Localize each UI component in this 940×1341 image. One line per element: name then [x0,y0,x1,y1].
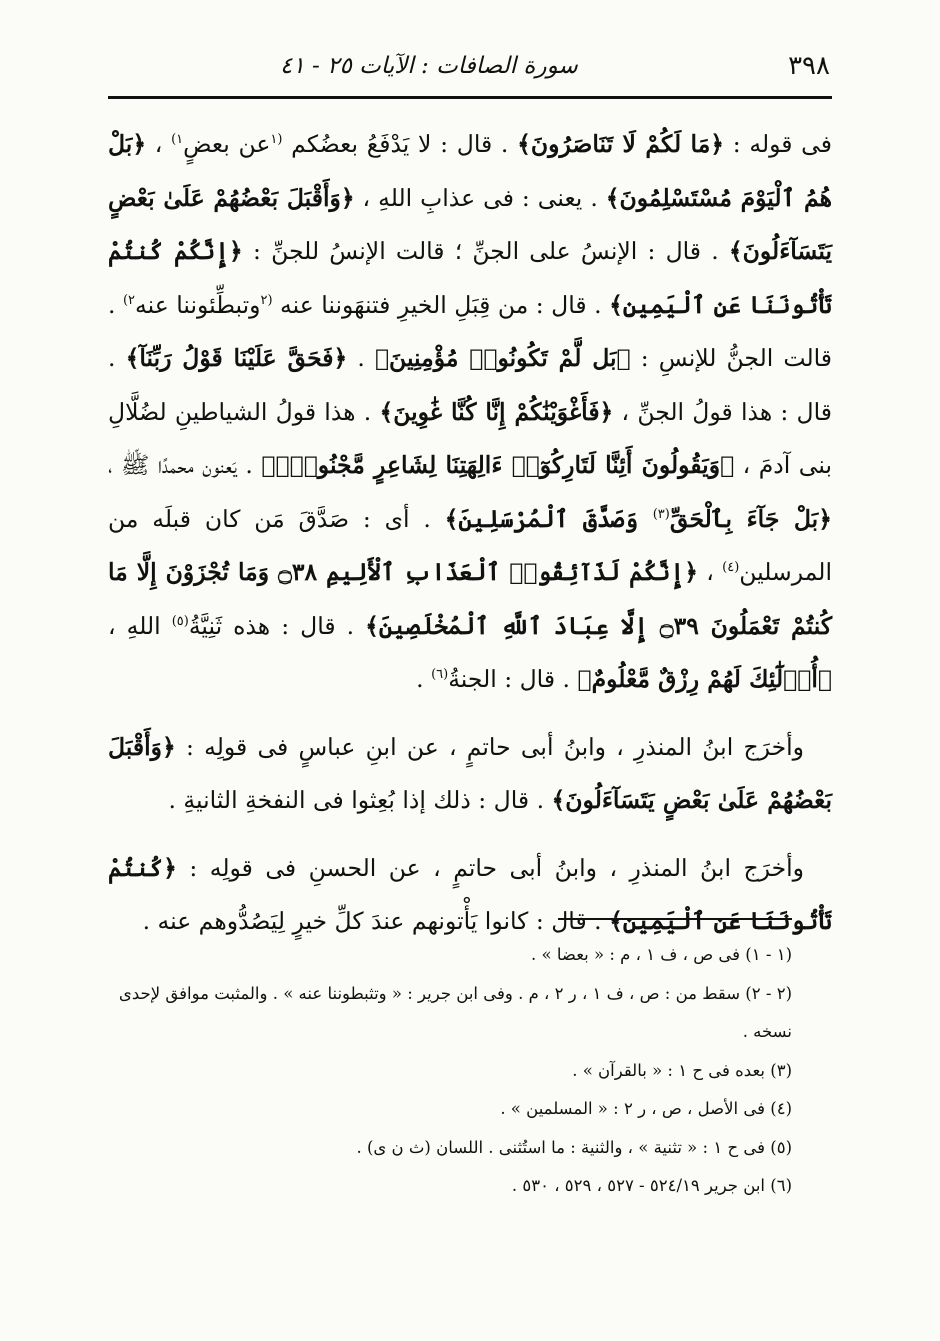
body-text: وأخرَج ابنُ المنذرِ ، وابنُ أبى حاتمٍ ، عن الحسنِ فى قولِه : [176,853,804,882]
body-text: . [347,344,375,372]
footnote-marker: ١) [171,132,184,148]
body-text: . قال : كانوا يَأْتونهم عندَ كلِّ خيرٍ لِيَصُدُّوهم عنه . [142,907,610,935]
running-header [110,42,830,90]
quran-quote: ﴿إِنَّكُمْ لَذَآئِقُوا۟ ٱلْعَذَابِ ٱلْأَلِيمِ ۝٣٨ وَمَا تُجْزَوْنَ إِلَّا مَا كُنتُمْ تَعْمَلُونَ ۝٣٩ إِلَّا عِبَادَ ٱللَّهِ ٱلْمُخْلَصِينَ﴾ [108,558,833,640]
footnotes [108,936,792,1206]
quran-quote: ﴿بَل لَّمْ تَكُونُوا۟ مُؤْمِنِينَ﴾ [374,344,631,372]
footnote: (٥) فى ح ١ : « تثنية » ، والثنية : ما استُثنى . اللسان (ث ن ى) . [356,1137,792,1157]
footnote: (٣) بعده فى ح ١ : « بالقرآن » . [572,1060,792,1080]
paragraph [108,118,832,707]
footnote: (٢ - ٢) سقط من : ص ، ف ١ ، ر ٢ ، م . وفى ابن جرير : « وتثبطوننا عنه » . والمثبت موافق لإحدى نسخه . [118,983,792,1041]
footnote: (٤) فى الأصل ، ص ، ر ٢ : « المسلمين » . [500,1099,792,1118]
quran-quote: ﴿مَا لَكُمْ لَا تَنَاصَرُونَ﴾ [517,130,725,158]
quran-quote: ﴿بَلْ جَآءَ بِٱلْحَقِّ [669,504,832,533]
body-text: . [416,665,432,693]
quran-quote: ﴿وَأَقْبَلَ بَعْضُهُمْ عَلَىٰ بَعْضٍ يَتَسَآءَلُونَ﴾ [108,183,833,265]
footnote: (١ - ١) فى ص ، ف ١ ، م : « بعضا » . [531,945,792,964]
footnote-marker: (٣) [652,506,670,522]
quran-quote: ﴿بَلْ هُمُ ٱلْيَوْمَ مُسْتَسْلِمُونَ﴾ [108,130,833,212]
body-text: . قال : هذه ثَنِيَّةُ [188,611,366,640]
body-text: عن بعضٍ [183,130,271,158]
body-text: . قال : الإنسُ على الجنِّ ؛ قالت الإنسُ للجنِّ : [242,237,729,265]
body-text: اللهِ ، [108,611,172,640]
footnote-marker: (٦) [431,667,449,683]
body-text: ، [146,130,172,158]
body-text: . قال : الجنةُ [448,665,578,693]
body-text: . قال : ذلك إذا بُعِثوا فى النفخةِ الثانيةِ . [168,786,552,814]
surah-heading: سورة الصافات : الآيات ٢٥ - ٤١ [280,53,578,79]
quran-quote: ﴿فَأَغْوَيْنَٰكُمْ إِنَّا كُنَّا غَٰوِينَ﴾ [379,397,614,426]
page-number: ٣٩٨ [788,51,830,81]
body-text: . هذا قولُ الشياطينِ لضُلَّالِ بنى آدمَ ، [108,397,833,479]
quran-quote: ﴿كُنتُمْ تَأْتُونَنَا عَنِ ٱلْيَمِينِ﴾ [108,853,832,935]
footnote-marker: (٢ [260,292,273,308]
paragraph [108,842,832,949]
quran-quote: ﴿وَيَقُولُونَ أَئِنَّا لَتَارِكُوٓا۟ ءَالِهَتِنَا لِشَاعِرٍ مَّجْنُونٍۭ﴾ [261,451,735,479]
body-text: . قالت الجنُّ للإنسِ : [108,290,833,372]
footnote-marker: (١ [270,132,283,148]
header-rule [108,96,832,99]
footnote-marker: (٤) [722,560,740,576]
quran-quote: ﴿إِنَّكُمْ كُنتُمْ تَأْتُونَنَا عَنِ ٱلْيَمِينِ﴾ [108,237,832,319]
body-text: . يَعنون محمدًا ﷺ ، [108,451,262,479]
body-text: فى قوله : [724,130,832,158]
body-text: . قال : لا يَدْفَعُ بعضُكم [282,130,518,158]
quran-quote: ﴿أُو۟لَٰٓئِكَ لَهُمْ رِزْقٌ مَّعْلُومٌ﴾ [577,665,832,693]
body-text: ، [697,558,723,586]
quran-quote: ﴿فَحَقَّ عَلَيْنَا قَوْلُ رَبِّنَآ﴾ [125,344,348,372]
body-text: وتبطِّئوننا عنه [135,290,261,319]
body-text: وأخرَج ابنُ المنذرِ ، وابنُ أبى حاتمٍ ، عن ابنِ عباسٍ فى قولِه : [175,732,804,761]
quran-quote: ﴿وَأَقْبَلَ بَعْضُهُمْ عَلَىٰ بَعْضٍ يَتَسَآءَلُونَ﴾ [108,732,832,814]
footnote-marker: (٥) [171,613,189,629]
body-text: . يعنى : فى عذابِ اللهِ ، [354,183,606,212]
main-text [108,118,832,949]
quran-quote: وَصَدَّقَ ٱلْمُرْسَلِينَ﴾ [444,504,653,533]
body-text: . أى : صَدَّقَ مَن كان قبلَه من المرسلين [108,504,832,586]
body-text: . قال : هذا قولُ الجنِّ ، [108,344,833,426]
paragraph [108,721,832,828]
footnote-marker: ٢) [122,292,136,308]
footnote-rule [558,918,792,920]
body-text: . قال : من قِبَلِ الخيرِ فتنهَوننا عنه [272,290,610,319]
footnote: (٦) ابن جرير ٥٢٤/١٩ - ٥٢٧ ، ٥٢٩ ، ٥٣٠ . [511,1176,792,1195]
